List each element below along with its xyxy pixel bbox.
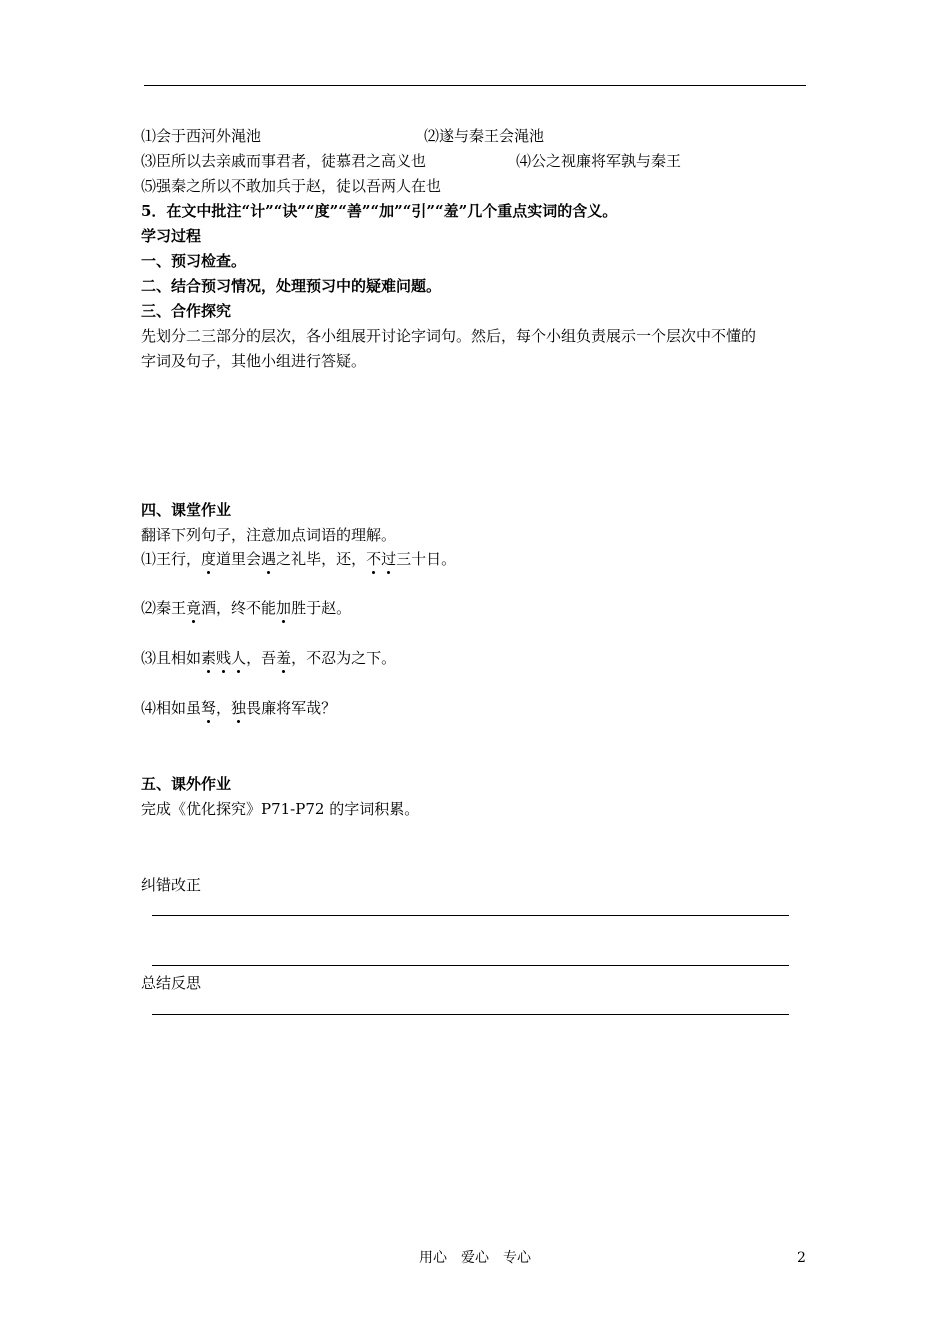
classwork-instruction: 翻译下列句子，注意加点词语的理解。 [141, 526, 397, 544]
emphasized-word: 素 [201, 649, 217, 667]
page-number: 2 [797, 1250, 806, 1266]
section-3-text-line-2: 字词及句子，其他小组进行答疑。 [141, 352, 367, 370]
section-3-heading: 三、合作探究 [141, 302, 232, 320]
sentence-4 [141, 698, 336, 718]
correction-writing-line-1 [152, 915, 789, 916]
section-5-heading: 五、课外作业 [141, 775, 232, 793]
sentence-1 [141, 549, 456, 569]
sentence-text: 三十日。 [396, 550, 457, 568]
sentence-text: 道里会 [216, 550, 262, 568]
emphasized-word: 不 [366, 550, 382, 568]
sentence-text: 畏廉将军哉？ [246, 699, 337, 717]
sentence-text: ⑴王行， [141, 550, 202, 568]
emphasized-word: 加 [276, 599, 292, 617]
emphasized-word: 贱 [216, 649, 232, 667]
emphasized-word: 竟 [186, 599, 202, 617]
emphasized-word: 独 [231, 699, 247, 717]
emphasized-word: 羞 [276, 649, 292, 667]
sentence-text: 胜于赵。 [291, 599, 352, 617]
sentence-text: ⑷相如虽 [141, 699, 202, 717]
section-1-heading: 一、预习检查。 [141, 252, 247, 270]
sentence-text: 酒，终不能 [201, 599, 277, 617]
summary-label: 总结反思 [141, 974, 202, 992]
prev-item-2: ⑵遂与秦王会渑池 [424, 127, 545, 145]
footer-motto: 用心 爱心 专心 [419, 1250, 531, 1266]
sentence-text: ，不忍为之下。 [291, 649, 397, 667]
emphasized-word: 人 [231, 649, 247, 667]
summary-writing-line [152, 1014, 789, 1015]
header-rule [144, 85, 806, 86]
correction-writing-line-2 [152, 965, 789, 966]
sentence-text: ⑵秦王 [141, 599, 187, 617]
prev-item-3: ⑶臣所以去亲戚而事君者，徒慕君之高义也 [141, 152, 427, 170]
sentence-text: 之礼毕，还， [276, 550, 367, 568]
prev-item-1: ⑴会于西河外渑池 [141, 127, 262, 145]
sentence-2 [141, 598, 351, 618]
sentence-text: ⑶且相如 [141, 649, 202, 667]
homework-text: 完成《优化探究》P71-P72 的字词积累。 [141, 800, 420, 818]
section-2-heading: 二、结合预习情况，处理预习中的疑难问题。 [141, 277, 442, 295]
sentence-text: ， [216, 699, 232, 717]
process-heading: 学习过程 [141, 227, 202, 245]
task-5: 5．在文中批注“计”“诀”“度”“善”“加”“引”“羞”几个重点实词的含义。 [141, 202, 618, 220]
prev-item-5: ⑸强秦之所以不敢加兵于赵，徒以吾两人在也 [141, 177, 442, 195]
emphasized-word: 度 [201, 550, 217, 568]
emphasized-word: 遇 [261, 550, 277, 568]
section-4-heading: 四、课堂作业 [141, 501, 232, 519]
sentence-3 [141, 648, 396, 668]
correction-label: 纠错改正 [141, 876, 202, 894]
section-3-text-line-1: 先划分二三部分的层次，各小组展开讨论字词句。然后，每个小组负责展示一个层次中不懂的 [141, 327, 757, 345]
emphasized-word: 驽 [201, 699, 217, 717]
prev-item-4: ⑷公之视廉将军孰与秦王 [516, 152, 682, 170]
emphasized-word: 过 [381, 550, 397, 568]
sentence-text: ，吾 [246, 649, 277, 667]
